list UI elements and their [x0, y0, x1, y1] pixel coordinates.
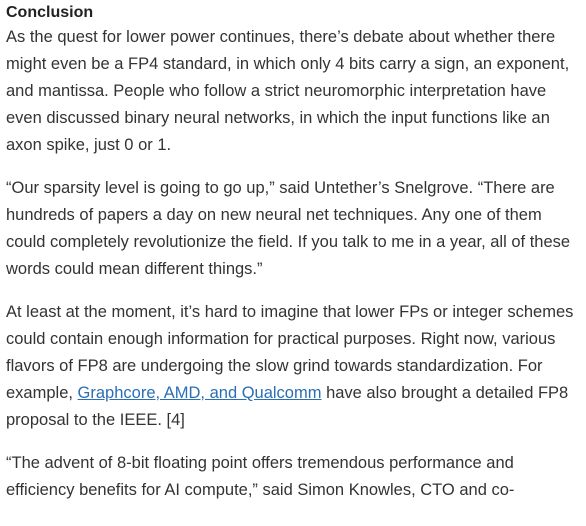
- section-heading: Conclusion: [6, 4, 94, 21]
- paragraph-text-before-link: At least at the moment, it’s hard to imagine that lower FPs or integer schemes could contain enough information for practical purposes. Right now, various flavors of FP8 are undergoing the slow grind towards standardization. For example,: [6, 303, 574, 402]
- paragraph-knowles-quote: “The advent of 8-bit floating point offers tremendous performance and efficiency benefits for AI compute,” said Simon Knowles, CTO and co-: [6, 454, 515, 499]
- paragraph-fp4: As the quest for lower power continues, there’s debate about whether there might even be a FP4 standard, in which only 4 bits carry a sign, an exponent, and mantissa. People who follow a strict neuromorphic interpretation have even discussed binary neural networks, in which the input functions like an axon spike, just 0 or 1.: [6, 28, 570, 154]
- article-body: [6, 3, 581, 520]
- graphcore-amd-qualcomm-link[interactable]: Graphcore, AMD, and Qualcomm: [77, 384, 322, 402]
- paragraph-text-after-link: have also brought a detailed FP8 proposal to the IEEE. [4]: [6, 384, 569, 429]
- paragraph-snelgrove-quote: “Our sparsity level is going to go up,” said Untether’s Snelgrove. “There are hundreds of papers a day on new neural net techniques. Any one of them could completely revolutionize the field. If you talk to me in a year, all of these words could mean different things.”: [6, 179, 571, 278]
- paragraph-fp8-standardization: [6, 299, 581, 434]
